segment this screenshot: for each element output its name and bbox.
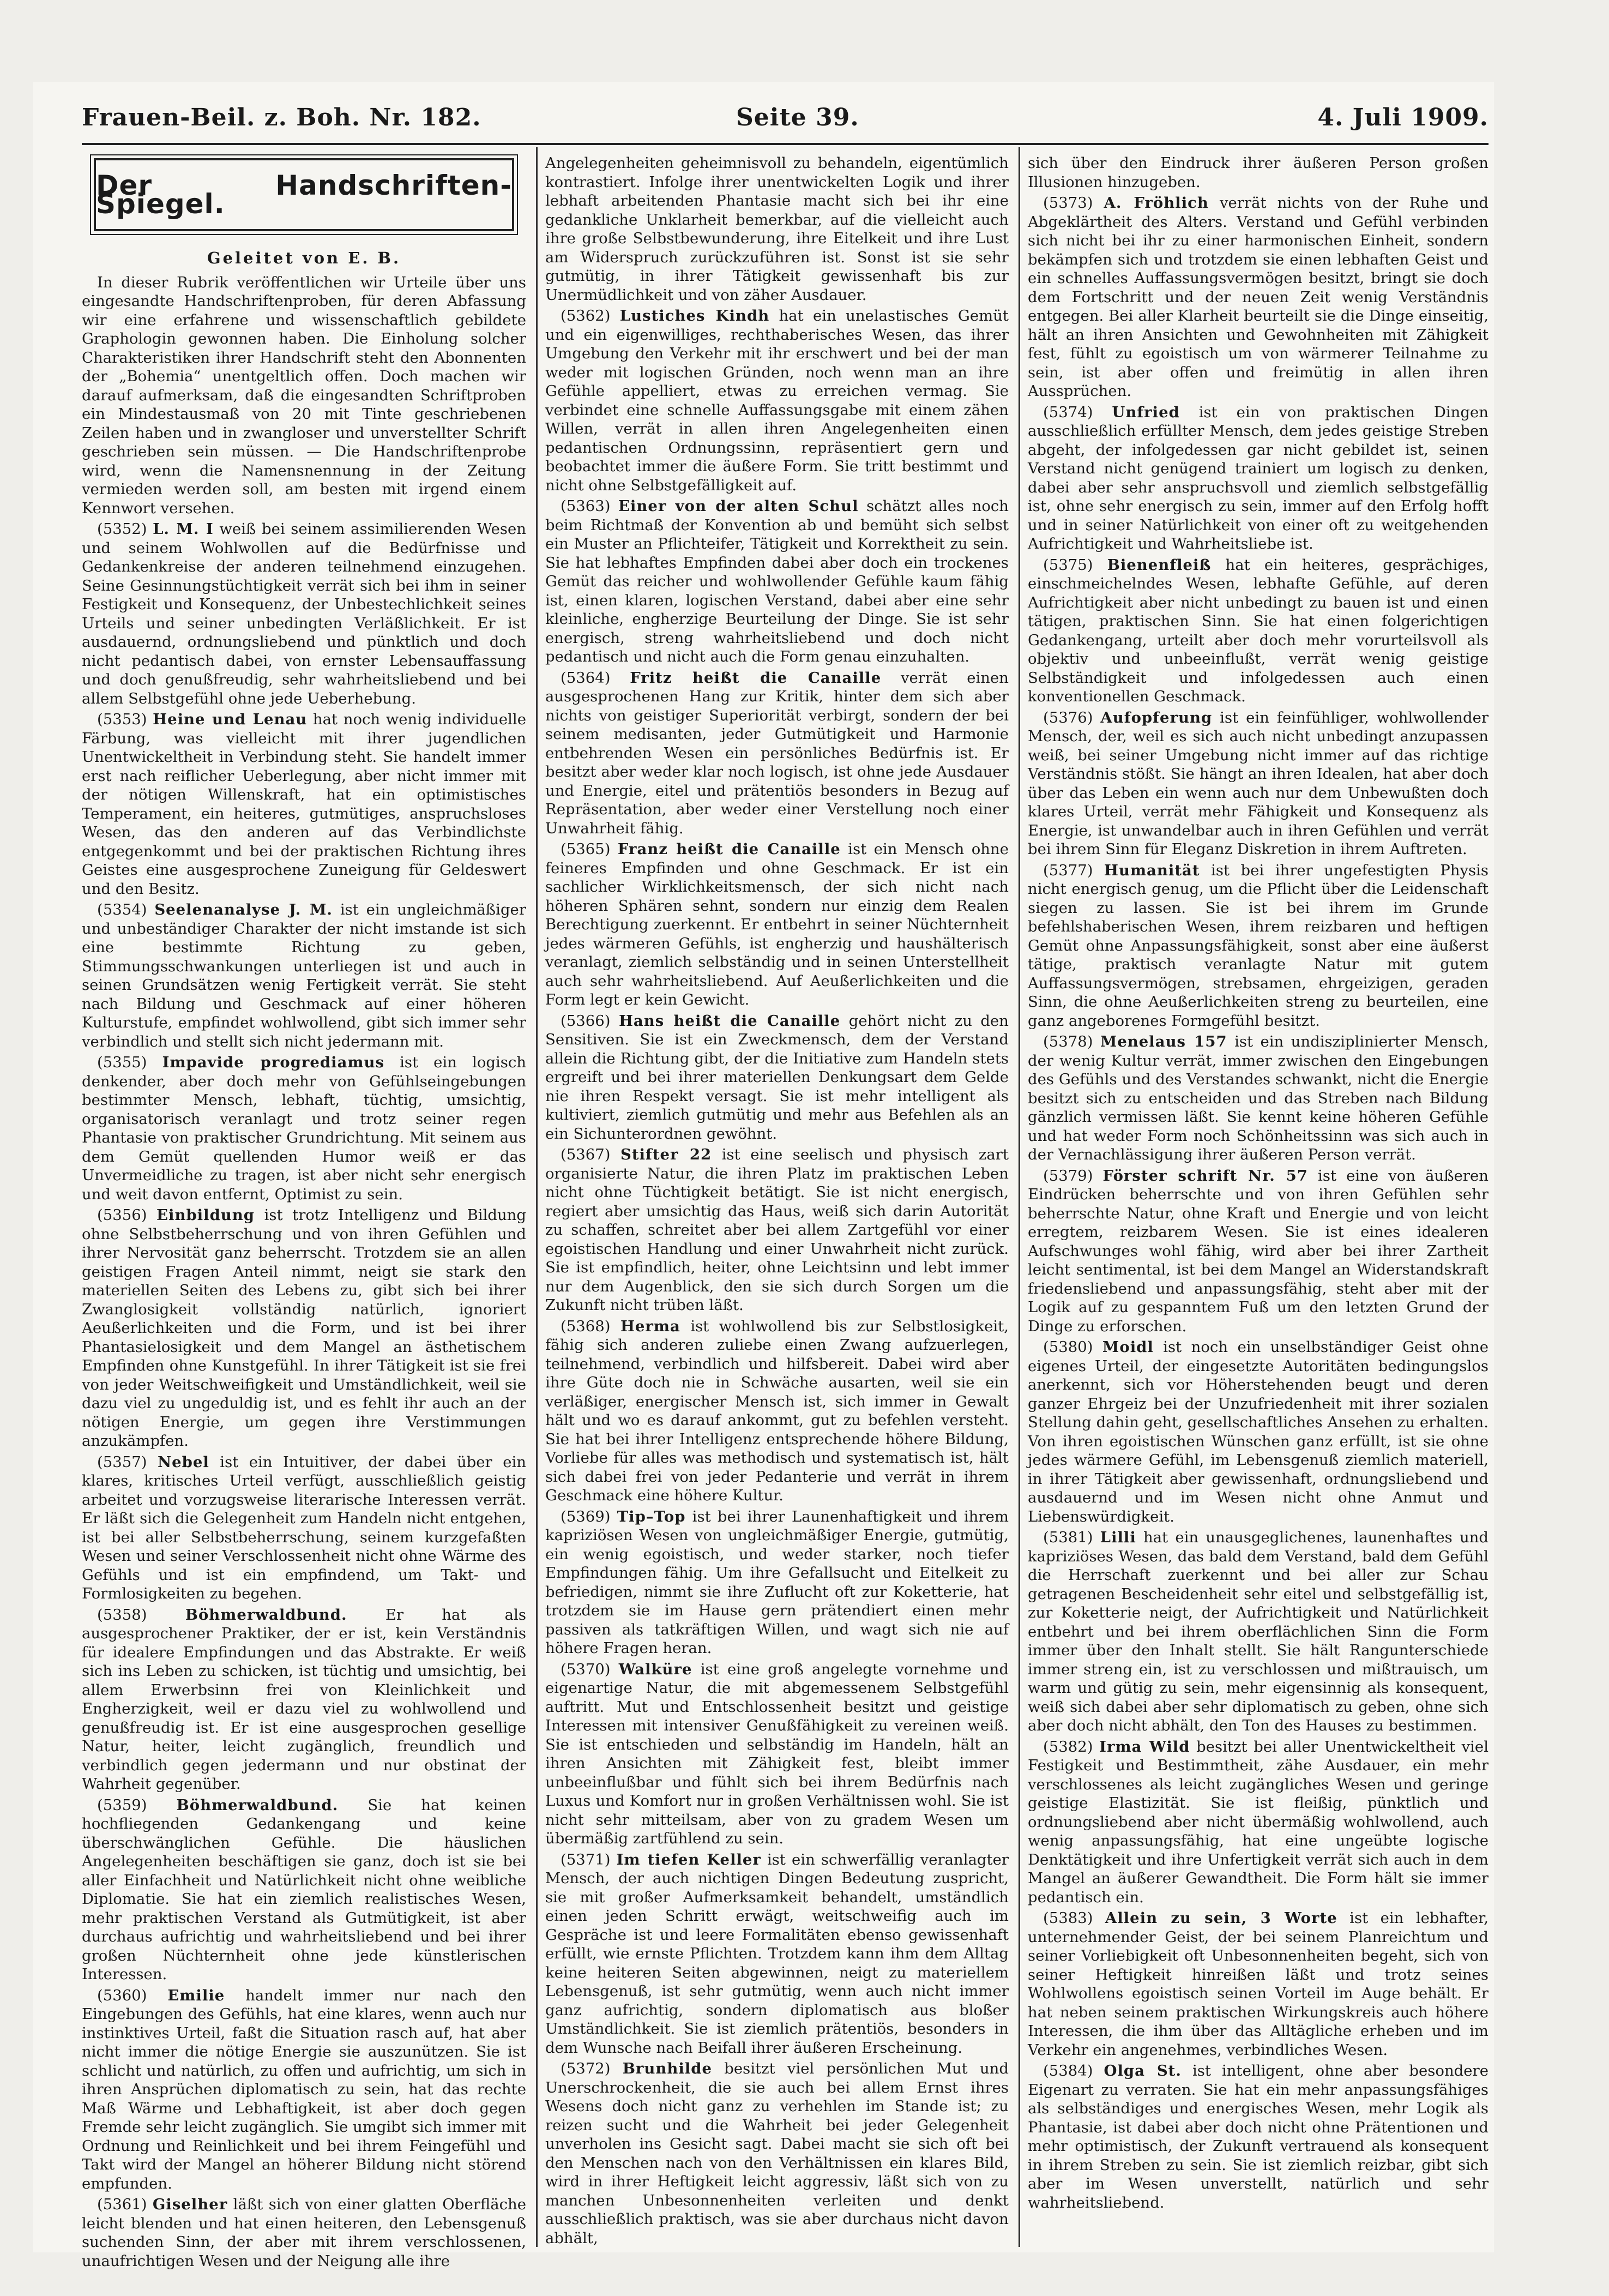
entry-text: Sie hat keinen hochfliegenden Gedankengang und keine überschwänglichen Gefühle. Die häuslichen Angelegenheiten beschäftigen sie ganz, doch ist sie bei aller Einfachheit und Natürlichkeit nicht ohne weibliche Diplomatie. Sie hat ein ziemlich realistisches Wesen, mehr praktischen Verstand als Gutmütigkeit, ist aber durchaus aufrichtig und wahrheitsliebend und bei ihrer großen Nüchternheit ohne jede künstlerischen Interessen. xyxy=(82,1796,526,1983)
entry-text: ist ein schwerfällig veranlagter Mensch, der auch nichtigen Dingen Bedeutung zuspricht, sie mit großer Aufmerksamkeit behandelt, umständlich einen jeden Schritt erwägt, weitschweifig auch im Gespräche ist und leere Formalitäten ebenso gewissenhaft erfüllt, wie ernste Pflichten. Trotzdem kann ihm dem Alltag keine heiteren Seiten abgewinnen, neigt zu materiellem Lebensgenuß, ist sehr gutmütig, wenn auch nicht immer ganz aufrichtig, sondern diplomatisch aus bloßer Umständlichkeit. Sie ist ziemlich prätentiös, besonders in dem Wunsche nach Beifall ihrer äußeren Erscheinung. xyxy=(545,1850,1009,2057)
entry-name: Lustiches Kindh xyxy=(619,307,770,324)
column-1 xyxy=(82,154,527,2270)
entry-text: sich über den Eindruck ihrer äußeren Person großen Illusionen hinzugeben. xyxy=(1028,154,1489,191)
entry-text: ist wohlwollend bis zur Selbstlosigkeit, fähig sich anderen zuliebe einen Zwang aufzuerlegen, teilnehmend, verbindlich und hilfsbereit. Dabei wird aber ihre Güte doch nie in Schwäche ausarten, weil sie ein verläßiger, energischer Mensch ist, sich immer in Gewalt hält und wo es darauf ankommt, gut zu befehlen versteht. Sie hat bei ihrer Intelligenz entsprechende höhere Bildung, Vorliebe für alles was methodisch und systematisch ist, hält sich dabei frei von jeder Pedanterie und verrät in ihrem Geschmack eine höhere Kultur. xyxy=(545,1317,1009,1504)
entry-number: (5364) xyxy=(561,669,611,687)
entry-name: Stifter 22 xyxy=(620,1146,712,1163)
entry-name: Fritz heißt die Canaille xyxy=(630,669,882,687)
entry-number: (5368) xyxy=(561,1317,611,1335)
entry-name: A. Fröhlich xyxy=(1104,194,1209,212)
entry-paragraph xyxy=(1028,556,1489,706)
entry-number: (5381) xyxy=(1043,1529,1093,1546)
entry-number: (5358) xyxy=(97,1606,147,1624)
entry-number: (5367) xyxy=(561,1146,611,1163)
entry-name: Seelenanalyse J. M. xyxy=(154,901,333,918)
entries-column-3 xyxy=(1028,154,1489,2212)
entry-paragraph xyxy=(82,1453,526,1603)
section-title: Der Handschriften-Spiegel. xyxy=(96,169,512,220)
entry-name: Unfried xyxy=(1112,403,1180,421)
entry-paragraph xyxy=(1028,1338,1489,1526)
entry-text: hat ein unausgeglichenes, launenhaftes und kapriziöses Wesen, das bald dem Verstand, bald dem Gefühl die Herrschaft zuerkennt und bei aller zur Schau getragenen Bescheidenheit sehr eitel und selbstgefällig ist, zur Koketterie neigt, der Aufrichtigkeit und Natürlichkeit entbehrt und bei ihrem oberflächlichen Sinn die Form immer über den Inhalt stellt. Sie hält Rangunterschiede immer streng ein, ist zu verschlossen und mißtrauisch, um warm und gütig zu sein, mehr eigensinnig als konsequent, weiß sich dabei aber sehr diplomatisch zu geben, ohne sich aber doch nicht abhält, den Ton des Hauses zu bestimmen. xyxy=(1028,1529,1489,1734)
entry-paragraph xyxy=(545,497,1009,666)
entry-text: ist ein feinfühliger, wohlwollender Mensch, der, weil es sich auch nicht unbedingt anzupassen weiß, bei seiner Umgebung nicht immer auf das richtige Verständnis stößt. Sie hängt an ihren Idealen, hat aber doch über das Leben ein wenn auch nur dem Unbewußten doch klares Urteil, verrät mehr Fähigkeit und Konsequenz als Energie, ist unwandelbar auch in ihren Gefühlen und verrät bei ihrem Sinn für Eleganz Diskretion in ihrem Auftreten. xyxy=(1028,708,1489,858)
entry-text: ist ein undisziplinierter Mensch, der wenig Kultur verrät, immer zwischen den Eingebungen des Gefühls und des Verstandes schwankt, nicht die Energie besitzt sich zu entscheiden und das Streben nach Bildung gänzlich vermissen läßt. Sie kennt keine höheren Gefühle und hat weder Form noch Schönheitssinn was sich auch in der Vernachlässigung ihrer äußeren Person verrät. xyxy=(1028,1033,1489,1163)
entry-text: weiß bei seinem assimilierenden Wesen und seinem Wohlwollen auf die Bedürfnisse und Gedankenkreise der anderen teilnehmend einzugehen. Seine Gesinnungstüchtigkeit verrät sich bei ihm in seiner Festigkeit und Konsequenz, der Unbestechlichkeit seines Urteils und seiner unbedingten Verläßlichkeit. Er ist ausdauernd, ordnungsliebend und pünktlich und doch nicht pedantisch dabei, von ernster Lebensauffassung und doch genußfreudig, sehr wahrheitsliebend und bei allem Selbstgefühl ohne jede Ueberhebung. xyxy=(82,520,527,707)
entry-paragraph xyxy=(1028,1738,1489,1907)
entry-name: Menelaus 157 xyxy=(1100,1033,1227,1050)
issue-label: Frauen-Beil. z. Boh. Nr. 182. xyxy=(82,104,481,131)
page-number: Seite 39. xyxy=(736,104,859,131)
entry-name: Im tiefen Keller xyxy=(616,1850,761,1868)
entry-paragraph xyxy=(82,710,526,898)
entry-paragraph xyxy=(82,1053,526,1204)
entry-paragraph xyxy=(82,1606,526,1794)
entry-paragraph xyxy=(545,669,1009,838)
entry-paragraph xyxy=(1028,1528,1489,1735)
entry-name: Brunhilde xyxy=(622,2060,713,2077)
entry-text: hat noch wenig individuelle Färbung, was vielleicht mit ihrer jugendlichen Unentwickeltheit in Verbindung steht. Sie handelt immer erst nach reiflicher Ueberlegung, aber nicht immer mit der nötigen Willenskraft, hat ein optimistisches Temperament, ein heiteres, gutmütiges, anspruchsloses Wesen, das den anderen auf das Verbindlichste entgegenkommt und bei der praktischen Richtung ihres Geistes eine ausgesprochene Zuneigung für Geldeswert und den Besitz. xyxy=(82,711,526,898)
entry-text: ist trotz Intelligenz und Bildung ohne Selbstbeherrschung und von ihren Gefühlen und ihrer Nervosität ganz beherrscht. Trotzdem sie an allen geistigen Fragen Anteil nimmt, neigt sie stark den materiellen Seiten des Lebens zu, gibt sich bei ihrer Zwanglosigkeit vollständig natürlich, ignoriert Aeußerlichkeiten und die Form, und ist bei ihrer Phantasielosigkeit und dem Mangel an ästhetischem Empfinden ohne Kunstgefühl. In ihrer Tätigkeit ist sie frei von jeder Weitschweifigkeit und Umständlichkeit, weil sie dazu viel zu ungeduldig ist, und es fehlt ihr auch an der nötigen Energie, um gegen ihre Verstimmungen anzukämpfen. xyxy=(82,1206,526,1450)
entry-name: Hans heißt die Canaille xyxy=(618,1012,841,1030)
entry-name: Franz heißt die Canaille xyxy=(617,840,841,858)
entries-column-2 xyxy=(545,154,1009,2247)
entry-paragraph xyxy=(1028,1032,1489,1164)
entry-paragraph xyxy=(82,2195,526,2270)
entry-text: ist eine von äußeren Eindrücken beherrschte und von ihren Gefühlen sehr beherrschte Natur, ohne Kraft und Energie und von leicht erregtem, reizbarem Wesen. Sie ist eines idealeren Aufschwunges wohl fähig, wird aber bei ihrer Zartheit leicht sentimental, ist bei dem Mangel an Widerstandskraft friedensliebend und anpassungsfähig, steht aber mit der Logik auf zu gespanntem Fuß um den letzten Grund der Dinge zu erforschen. xyxy=(1028,1167,1489,1335)
entry-name: L. M. I xyxy=(153,520,214,538)
entry-name: Emilie xyxy=(167,1986,225,2004)
entry-paragraph xyxy=(545,1660,1009,1848)
entry-number: (5374) xyxy=(1043,403,1093,421)
entry-number: (5362) xyxy=(561,307,611,324)
entry-paragraph xyxy=(1028,708,1489,859)
entry-name: Herma xyxy=(620,1317,680,1335)
entry-paragraph xyxy=(82,520,526,708)
entry-text: verrät einen ausgesprochenen Hang zur Kritik, hinter dem sich aber nichts von geistiger Superiorität verbirgt, sondern der bei seinem medisanten, jeder Gutmütigkeit und Harmonie entbehrenden Wesen ein persönliches Bedürfnis ist. Er besitzt aber weder klar noch logisch, ist ohne jede Ausdauer und Energie, eitel und prätentiös besonders in Bezug auf Repräsentation, aber weder einer Verstellung noch einer Unwahrheit fähig. xyxy=(545,669,1009,837)
entry-number: (5379) xyxy=(1043,1167,1093,1185)
entry-name: Böhmerwaldbund. xyxy=(176,1796,339,1814)
entry-number: (5372) xyxy=(561,2060,611,2077)
entry-name: Einbildung xyxy=(156,1206,255,1224)
entry-number: (5376) xyxy=(1043,708,1093,726)
intro-paragraph: In dieser Rubrik veröffentlichen wir Urteile über uns eingesandte Handschriftenproben, für deren Abfassung wir eine erfahrene und wissenschaftlich gebildete Graphologin gewonnen haben. Die Einholung solcher Charakteristiken ihrer Handschrift steht den Abonnenten der „Bohemia“ unentgeltlich offen. Doch machen wir darauf aufmerksam, daß die eingesandten Schriftproben ein Mindestausmaß von 20 mit Tinte geschriebenen Zeilen haben und in zwangloser und unverstellter Schrift geschrieben sein müssen. — Die Handschriftenprobe wird, wenn die Namensnennung in der Zeitung vermieden werden soll, am besten mit irgend einem Kennwort versehen. xyxy=(82,273,526,517)
section-title-box xyxy=(94,158,514,231)
entry-text: besitzt bei aller Unentwickeltheit viel Festigkeit und Bestimmtheit, zähe Ausdauer, ein mehr verschlossenes als leicht zugängliches Wesen und geringe geistige Elastizität. Sie ist fleißig, pünktlich und ordnungsliebend aber nicht übermäßig wohlwollend, auch wenig anpassungsfähig, hat eine ungeübte logische Denktätigkeit und ihre Unfertigkeit verrät sich auch in dem Mangel an äußerer Gewandtheit. Die Form hält sie immer pedantisch ein. xyxy=(1028,1738,1489,1906)
entry-number: (5383) xyxy=(1043,1909,1093,1927)
entry-name: Heine und Lenau xyxy=(153,711,308,728)
entry-text: ist noch ein unselbständiger Geist ohne eigenes Urteil, der eingesetzte Autoritäten bedingungslos anerkennt, sich vor Höherstehenden beugt und deren ganzer Ehrgeiz bei der Unzufriedenheit mit ihrer sozialen Stellung dahin geht, gesellschaftliches Ansehen zu erhalten. Von ihren egoistischen Wünschen ganz erfüllt, ist sie ohne jedes wärmere Gefühl, im Lebensgenuß ziemlich materiell, in ihrer Tätigkeit aber gewissenhaft, ordnungsliebend und ausdauernd und im Wesen nicht ohne Anmut und Liebenswürdigkeit. xyxy=(1028,1338,1489,1525)
issue-date: 4. Juli 1909. xyxy=(1317,104,1489,131)
entry-paragraph xyxy=(1028,1909,1489,2059)
entry-number: (5359) xyxy=(97,1796,147,1814)
entry-number: (5354) xyxy=(97,901,147,918)
entry-paragraph xyxy=(1028,1167,1489,1336)
entry-number: (5369) xyxy=(561,1507,611,1525)
entry-paragraph xyxy=(82,1986,526,2193)
entry-text: verrät nichts von der Ruhe und Abgeklärtheit des Alters. Verstand und Gefühl verbinden sich nicht bei ihr zu einer harmonischen Einheit, sondern bekämpfen sich und trotzdem sie einen lebhaften Geist und ein schnelles Auffassungsvermögen besitzt, bringt sie doch dem Fortschritt und der neuen Zeit wenig Verständnis entgegen. Bei aller Klarheit beurteilt sie die Dinge einseitig, hält an ihren Ansichten und Gewohnheiten mit Zähigkeit fest, fühlt zu egoistisch um von wärmerer Teilnahme zu sein, ist aber offen und freimütig in allen ihren Aussprüchen. xyxy=(1028,194,1489,400)
entry-number: (5380) xyxy=(1043,1338,1093,1356)
entry-number: (5373) xyxy=(1043,194,1093,212)
entry-text: ist ein von praktischen Dingen ausschließlich erfüllter Mensch, dem jedes geistige Streben abgeht, der infolgedessen gar nicht gebildet ist, seinen Verstand nicht genügend trainiert um logisch zu denken, dabei aber sehr anspruchsvoll und ziemlich selbstgefällig ist, ohne sehr energisch zu sein, immer auf den Erfolg hofft und in seiner Natürlichkeit von einer oft zu weitgehenden Aufrichtigkeit und Wahrheitsliebe ist. xyxy=(1028,403,1489,552)
column-3 xyxy=(1028,154,1489,2248)
entry-paragraph xyxy=(545,1145,1009,1315)
entry-number: (5361) xyxy=(97,2196,147,2213)
entry-number: (5355) xyxy=(97,1054,147,1071)
entry-text: hat ein heiteres, gesprächiges, einschmeichelndes Wesen, lebhafte Gefühle, auf deren Aufrichtigkeit aber nicht unbedingt zu bauen ist und einen tätigen, praktischen Sinn. Sie hat einen folgerichtigen Gedankengang, urteilt aber doch mehr vorurteilsvoll als objektiv und unbeeinflußt, verrät wenig geistige Selbständigkeit und infolgedessen auch einen konventionellen Geschmack. xyxy=(1028,556,1489,705)
page-header xyxy=(82,104,1489,142)
entry-text: schätzt alles noch beim Richtmaß der Konvention ab und bemüht sich selbst ein Muster an Pflichteifer, Tätigkeit und Korrektheit zu sein. Sie hat lebhaftes Empfinden dabei aber doch ein trockenes Gemüt das reicher und wohlwollender Gefühle kaum fähig ist, einen klaren, logischen Verstand, dabei aber eine sehr kleinliche, engherzige Beurteilung der Dinge. Sie ist sehr energisch, streng wahrheitsliebend und doch nicht pedantisch und nicht auch die Form genau einzuhalten. xyxy=(545,497,1009,665)
entry-text: Er hat als ausgesprochener Praktiker, der er ist, kein Verständnis für idealere Empfindungen und das Abstrakte. Er weiß sich ins Leben zu schicken, ist tüchtig und umsichtig, bei allem Erwerbsinn frei von Kleinlichkeit und Engherzigkeit, weil er dazu viel zu wohlwollend und genußfreudig ist. Er ist eine ausgesprochen gesellige Natur, heiter, leicht zugänglich, freundlich und verbindlich gegen jedermann und nur obstinat der Wahrheit gegenüber. xyxy=(82,1606,526,1793)
entry-text: ist intelligent, ohne aber besondere Eigenart zu verraten. Sie hat ein mehr anpassungsfähiges als selbständiges und energisches Wesen, mehr Logik als Phantasie, ist dabei aber doch nicht ohne Prätentionen und mehr optimistisch, der Zukunft vertrauend als konsequent in ihrem Streben zu sein. Sie ist ziemlich reizbar, gibt sich aber im Wesen unverstellt, natürlich und sehr wahrheitsliebend. xyxy=(1028,2062,1489,2211)
entry-name: Tip–Top xyxy=(617,1507,686,1525)
column-rule xyxy=(1019,147,1020,2247)
entry-number: (5353) xyxy=(97,711,147,728)
entry-paragraph xyxy=(1028,403,1489,554)
entry-name: Nebel xyxy=(157,1453,209,1471)
entry-number: (5371) xyxy=(561,1850,611,1868)
entry-number: (5356) xyxy=(97,1206,147,1224)
entry-name: Böhmerwaldbund. xyxy=(185,1606,347,1624)
entry-text: ist bei ihrer ungefestigten Physis nicht energisch genug, um die Pflicht über die Leidenschaft siegen zu lassen. Sie ist bei ihrem im Grunde befehlshaberischen Wesen, ihrem reizbaren und heftigen Gemüt ohne Anpassungsfähigkeit, sonst aber eine äußerst tätige, praktisch veranlagte Natur mit gutem Auffassungsvermögen, strebsamen, ehrgeizigen, geraden Sinn, die ohne Aeußerlichkeiten streng zu beurteilen, eine ganz angeborenes Formgefühl besitzt. xyxy=(1028,861,1489,1030)
entry-paragraph xyxy=(545,154,1009,304)
entry-text: ist eine seelisch und physisch zart organisierte Natur, die ihren Platz im praktischen Leben nicht ohne Tüchtigkeit betätigt. Sie ist nicht energisch, regiert aber umsichtig das Haus, weiß sich darin Autorität zu schaffen, schreitet aber bei allem Zartgefühl vor einer egoistischen Handlung und einer Unwahrheit nicht zurück. Sie ist empfindlich, heiter, ohne Leichtsinn und lebt immer nur dem Augenblick, den sie sich durch Sorgen um die Zukunft nicht trüben läßt. xyxy=(545,1146,1009,1314)
entry-number: (5360) xyxy=(97,1986,147,2004)
entry-text: ist ein Intuitiver, der dabei über ein klares, kritisches Urteil verfügt, ausschließlich geistig arbeitet und vorzugsweise literarische Interessen verrät. Er läßt sich die Gelegenheit zum Handeln nicht entgehen, ist bei aller Selbstbeherrschung, seinem kurzgefaßten Wesen und seiner Verschlossenheit nicht ohne Wärme des Gefühls und ist ein empfindend, um Takt- und Formlosigkeiten zu begehen. xyxy=(82,1453,526,1602)
entry-paragraph xyxy=(545,1850,1009,2058)
entry-number: (5378) xyxy=(1043,1033,1093,1050)
entry-paragraph xyxy=(545,1317,1009,1505)
entry-name: Walküre xyxy=(618,1660,692,1678)
entry-text: ist ein Mensch ohne feineres Empfinden und ohne Geschmack. Er ist ein sachlicher Wirklichkeitsmensch, der sich nicht nach höheren Sphären sehnt, sondern nur einzig dem Realen Berechtigung zuerkennt. Er entbehrt in seiner Nüchternheit jedes wärmeren Gefühls, ist engherzig und haushälterisch veranlagt, ziemlich selbständig und in seinen Unterstellheit auch sehr wahrheitsliebend. Auf Aeußerlichkeiten und die Form legt er kein Gewicht. xyxy=(545,840,1009,1008)
entry-paragraph xyxy=(1028,861,1489,1031)
entry-text: hat ein unelastisches Gemüt und ein eigenwilliges, rechthaberisches Wesen, das ihrer Umgebung den Verkehr mit ihr erschwert und bei der man weder mit logischen Gründen, noch wenn man an ihre Gefühle appelliert, etwas zu erreichen vermag. Sie verbindet eine schnelle Auffassungsgabe mit einem zähen Willen, verrät in allen ihren Angelegenheiten einen pedantischen Ordnungssinn, repräsentiert gern und beobachtet immer die äußere Form. Sie tritt bestimmt und nicht ohne Selbstgefälligkeit auf. xyxy=(545,307,1009,494)
entry-number: (5375) xyxy=(1043,556,1093,574)
entry-paragraph xyxy=(82,1796,526,1984)
entry-name: Bienenfleiß xyxy=(1107,556,1212,574)
header-rule xyxy=(82,143,1489,145)
entry-text: besitzt viel persönlichen Mut und Unerschrockenheit, die sie auch bei allem Ernst ihres Wesens doch nicht ganz zu verhehlen im Stande ist; zu reizen sucht und die Wahrheit bei jeder Gelegenheit unverholen ins Gesicht sagt. Dabei macht sie sich oft bei den Menschen nach von den Verhältnissen ein klares Bild, wird in ihrer Heftigkeit leicht aggressiv, läßt sich von zu manchen Unbesonnenheiten verleiten und denkt ausschließlich praktisch, was sie aber durchaus nicht davon abhält, xyxy=(545,2060,1009,2247)
entry-text: läßt sich von einer glatten Oberfläche leicht blenden und hat einen heiteren, den Lebensgenuß suchenden Sinn, der aber mit ihrem verschlossenen, unaufrichtigen Wesen und der Neigung alle ihre xyxy=(82,2196,527,2270)
entry-paragraph xyxy=(1028,2061,1489,2212)
entry-name: Impavide progrediamus xyxy=(162,1054,384,1071)
entry-number: (5352) xyxy=(97,520,147,538)
entry-text: ist ein logisch denkender, aber doch mehr von Gefühlseingebungen bestimmter Mensch, lebhaft, tüchtig, umsichtig, organisatorisch veranlagt und trotz seiner regen Phantasie von praktischer Grundrichtung. Mit seinem aus dem Gemüt quellenden Humor weiß er das Unvermeidliche zu tragen, ist aber nicht sehr energisch und weit davon entfernt, Optimist zu sein. xyxy=(82,1054,527,1203)
entry-paragraph xyxy=(545,2059,1009,2247)
entry-name: Allein zu sein, 3 Worte xyxy=(1105,1909,1337,1927)
entry-name: Lilli xyxy=(1100,1529,1136,1546)
entry-name: Giselher xyxy=(152,2196,228,2213)
entry-paragraph xyxy=(545,1507,1009,1658)
entry-name: Einer von der alten Schul xyxy=(618,497,859,515)
entry-name: Förster schrift Nr. 57 xyxy=(1102,1167,1308,1185)
entry-number: (5384) xyxy=(1043,2062,1093,2079)
entry-paragraph xyxy=(82,1206,526,1451)
entry-name: Irma Wild xyxy=(1099,1738,1190,1756)
entry-paragraph xyxy=(545,306,1009,495)
entry-text: ist bei ihrer Launenhaftigkeit und ihrem kapriziösen Wesen von ungleichmäßiger Energie, gutmütig, ein wenig egoistisch, und weder starker, noch tiefer Empfindungen fähig. Um ihre Gefallsucht und Eitelkeit zu befriedigen, nimmt sie ihre Zuflucht oft zur Koketterie, hat trotzdem sie im Hause gern prätendiert einen mehr passiven als tatkräftigen Willen, und wagt sich nie auf höhere Fragen heran. xyxy=(545,1507,1009,1657)
entry-paragraph xyxy=(545,840,1009,1009)
entry-paragraph xyxy=(1028,194,1489,401)
entries-column-1 xyxy=(82,520,526,2270)
entry-number: (5382) xyxy=(1043,1738,1093,1756)
entry-number: (5370) xyxy=(561,1660,611,1678)
column-2 xyxy=(545,154,1009,2248)
entry-text: ist ein ungleichmäßiger und unbeständiger Charakter der nicht imstande ist sich eine bestimmte Richtung zu geben, Stimmungsschwankungen unterliegen ist und auch in seinen Grundsätzen wenig Fertigkeit verrät. Sie steht nach Bildung und Geschmack auf einer höheren Kulturstufe, empfindet wohlwollend, gibt sich immer sehr verbindlich und stellt sich nicht jedermann mit. xyxy=(82,901,526,1050)
byline: Geleitet von E. B. xyxy=(207,249,401,267)
entry-paragraph xyxy=(82,900,526,1051)
column-rule xyxy=(536,147,538,2247)
entry-text: handelt immer nur nach den Eingebungen des Gefühls, hat eine klares, wenn auch nur instinktives Urteil, faßt die Situation rasch auf, hat aber nicht immer die nötige Energie sie auszunützen. Sie ist schlicht und natürlich, zu offen und aufrichtig, um sich in ihren Ansprüchen diplomatisch zu sein, hat das rechte Maß Wärme und Lebhaftigkeit, ist aber doch gegen Fremde sehr leicht zugänglich. Sie umgibt sich immer mit Ordnung und Reinlichkeit und bei ihrem Feingefühl und Takt wird der Mangel an höherer Bildung nicht störend empfunden. xyxy=(82,1986,526,2192)
entry-name: Humanität xyxy=(1104,861,1200,879)
entry-number: (5363) xyxy=(561,497,611,515)
entry-name: Moidl xyxy=(1102,1338,1154,1356)
entry-name: Aufopferung xyxy=(1100,708,1213,726)
entry-paragraph xyxy=(545,1012,1009,1144)
entry-text: gehört nicht zu den Sensitiven. Sie ist ein Zweckmensch, dem der Verstand allein die Richtung gibt, der die Initiative zum Handeln stets ergreift und bei ihrer materiellen Denkungsart dem Gelde nie ihren Respekt versagt. Sie ist mehr intelligent als kultiviert, ziemlich gutmütig und mehr aus Befehlen als an ein Sichunterordnen gewöhnt. xyxy=(545,1012,1009,1143)
entry-text: ist eine groß angelegte vornehme und eigenartige Natur, die mit abgemessenem Selbstgefühl auftritt. Mut und Entschlossenheit besitzt und geistige Interessen mit intensiver Genußfähigkeit zu vereinen weiß. Sie ist entschieden und selbständig im Handeln, hält an ihren Ansichten mit Zähigkeit fest, bleibt immer unbeeinflußbar und fühlt sich bei ihrem Bedürfnis nach Luxus und Komfort nur in großen Verhältnissen wohl. Sie ist nicht sehr mitteilsam, aber von zu gradem Wesen um übermäßig zartfühlend zu sein. xyxy=(545,1660,1009,1847)
entry-name: Olga St. xyxy=(1104,2062,1182,2079)
entry-paragraph xyxy=(1028,154,1489,191)
entry-text: Angelegenheiten geheimnisvoll zu behandeln, eigentümlich kontrastiert. Infolge ihrer unentwickelten Logik und ihrer lebhaft arbeitenden Phantasie macht sich bei ihr eine gedankliche Unklarheit bemerkbar, auf die vielleicht auch ihre große Selbstbewunderung, ihre Eitelkeit und ihre Lust am Widerspruch zurückzuführen ist. Sonst ist sie sehr gutmütig, in ihrer Tätigkeit gewissenhaft bis zur Unermüdlichkeit und von zäher Ausdauer. xyxy=(545,154,1009,304)
entry-number: (5366) xyxy=(561,1012,611,1030)
entry-number: (5377) xyxy=(1043,861,1093,879)
entry-number: (5365) xyxy=(561,840,611,858)
entry-text: ist ein lebhafter, unternehmender Geist, der bei seinem Planreichtum und seiner Vorliebigkeit oft Unbesonnenheiten begeht, sich von seiner Heftigkeit hinreißen läßt und trotz seines Wohlwollens egoistisch seinen Vorteil im Auge behält. Er hat neben seinem praktischen Wirkungskreis auch höhere Interessen, die ihm über das Alltägliche erheben und im Verkehr ein angenehmes, verbindliches Wesen. xyxy=(1028,1909,1489,2059)
entry-number: (5357) xyxy=(97,1453,147,1471)
